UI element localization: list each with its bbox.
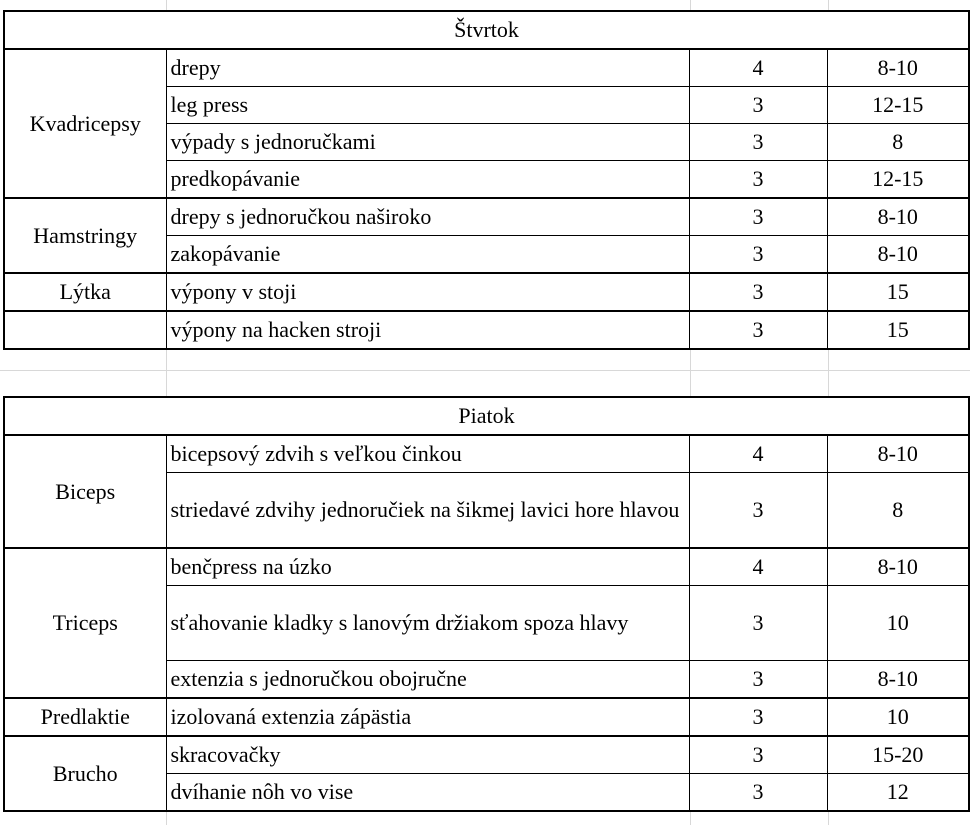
- sets-cell[interactable]: 4: [689, 49, 827, 87]
- sets-cell[interactable]: 3: [689, 736, 827, 774]
- muscle-group-cell[interactable]: Hamstringy: [4, 198, 166, 273]
- sets-cell[interactable]: 3: [689, 586, 827, 661]
- reps-cell[interactable]: 12: [827, 774, 969, 812]
- table-body-piatok: [4, 397, 969, 811]
- day-title[interactable]: Štvrtok: [4, 11, 969, 49]
- sets-cell[interactable]: 3: [689, 161, 827, 199]
- muscle-group-cell[interactable]: [4, 311, 166, 349]
- table-row: [4, 198, 969, 236]
- reps-cell[interactable]: 8-10: [827, 661, 969, 699]
- exercise-cell[interactable]: výpony v stoji: [166, 273, 689, 311]
- reps-cell[interactable]: 12-15: [827, 87, 969, 124]
- exercise-cell[interactable]: výpady s jednoručkami: [166, 124, 689, 161]
- reps-cell[interactable]: 8-10: [827, 236, 969, 274]
- table-row: [4, 736, 969, 774]
- sets-cell[interactable]: 3: [689, 311, 827, 349]
- exercise-cell[interactable]: drepy: [166, 49, 689, 87]
- reps-cell[interactable]: 12-15: [827, 161, 969, 199]
- exercise-cell[interactable]: dvíhanie nôh vo vise: [166, 774, 689, 812]
- reps-cell[interactable]: 10: [827, 698, 969, 736]
- exercise-cell[interactable]: izolovaná extenzia zápästia: [166, 698, 689, 736]
- table-row: [4, 698, 969, 736]
- exercise-cell[interactable]: benčpress na úzko: [166, 548, 689, 586]
- muscle-group-cell[interactable]: Brucho: [4, 736, 166, 811]
- sets-cell[interactable]: 3: [689, 661, 827, 699]
- sets-cell[interactable]: 3: [689, 124, 827, 161]
- sets-cell[interactable]: 3: [689, 774, 827, 812]
- exercise-cell[interactable]: sťahovanie kladky s lanovým držiakom spoza hlavy: [166, 586, 689, 661]
- reps-cell[interactable]: 8: [827, 473, 969, 549]
- day-title[interactable]: Piatok: [4, 397, 969, 435]
- table-row: [4, 49, 969, 87]
- table-stvrtok: [3, 10, 970, 350]
- reps-cell[interactable]: 15: [827, 311, 969, 349]
- reps-cell[interactable]: 8-10: [827, 49, 969, 87]
- reps-cell[interactable]: 15: [827, 273, 969, 311]
- exercise-cell[interactable]: predkopávanie: [166, 161, 689, 199]
- exercise-cell[interactable]: skracovačky: [166, 736, 689, 774]
- day-title-row: [4, 397, 969, 435]
- sets-cell[interactable]: 3: [689, 698, 827, 736]
- sets-cell[interactable]: 3: [689, 87, 827, 124]
- reps-cell[interactable]: 8: [827, 124, 969, 161]
- reps-cell[interactable]: 8-10: [827, 548, 969, 586]
- sets-cell[interactable]: 3: [689, 236, 827, 274]
- sets-cell[interactable]: 3: [689, 473, 827, 549]
- muscle-group-cell[interactable]: Biceps: [4, 435, 166, 548]
- table-row: [4, 435, 969, 473]
- sets-cell[interactable]: 3: [689, 273, 827, 311]
- table-row: [4, 273, 969, 311]
- exercise-cell[interactable]: drepy s jednoručkou naširoko: [166, 198, 689, 236]
- muscle-group-cell[interactable]: Triceps: [4, 548, 166, 698]
- exercise-cell[interactable]: výpony na hacken stroji: [166, 311, 689, 349]
- sets-cell[interactable]: 4: [689, 435, 827, 473]
- table-row: [4, 311, 969, 349]
- table-body-stvrtok: [4, 11, 969, 349]
- sets-cell[interactable]: 4: [689, 548, 827, 586]
- muscle-group-cell[interactable]: Kvadricepsy: [4, 49, 166, 198]
- day-title-row: [4, 11, 969, 49]
- table-piatok: [3, 396, 970, 812]
- muscle-group-cell[interactable]: Lýtka: [4, 273, 166, 311]
- exercise-cell[interactable]: leg press: [166, 87, 689, 124]
- table-row: [4, 548, 969, 586]
- exercise-cell[interactable]: zakopávanie: [166, 236, 689, 274]
- exercise-cell[interactable]: extenzia s jednoručkou obojručne: [166, 661, 689, 699]
- sheet-gridline: [0, 370, 970, 371]
- sets-cell[interactable]: 3: [689, 198, 827, 236]
- reps-cell[interactable]: 15-20: [827, 736, 969, 774]
- exercise-cell[interactable]: bicepsový zdvih s veľkou činkou: [166, 435, 689, 473]
- reps-cell[interactable]: 8-10: [827, 198, 969, 236]
- exercise-cell[interactable]: striedavé zdvihy jednoručiek na šikmej lavici hore hlavou: [166, 473, 689, 549]
- reps-cell[interactable]: 8-10: [827, 435, 969, 473]
- muscle-group-cell[interactable]: Predlaktie: [4, 698, 166, 736]
- reps-cell[interactable]: 10: [827, 586, 969, 661]
